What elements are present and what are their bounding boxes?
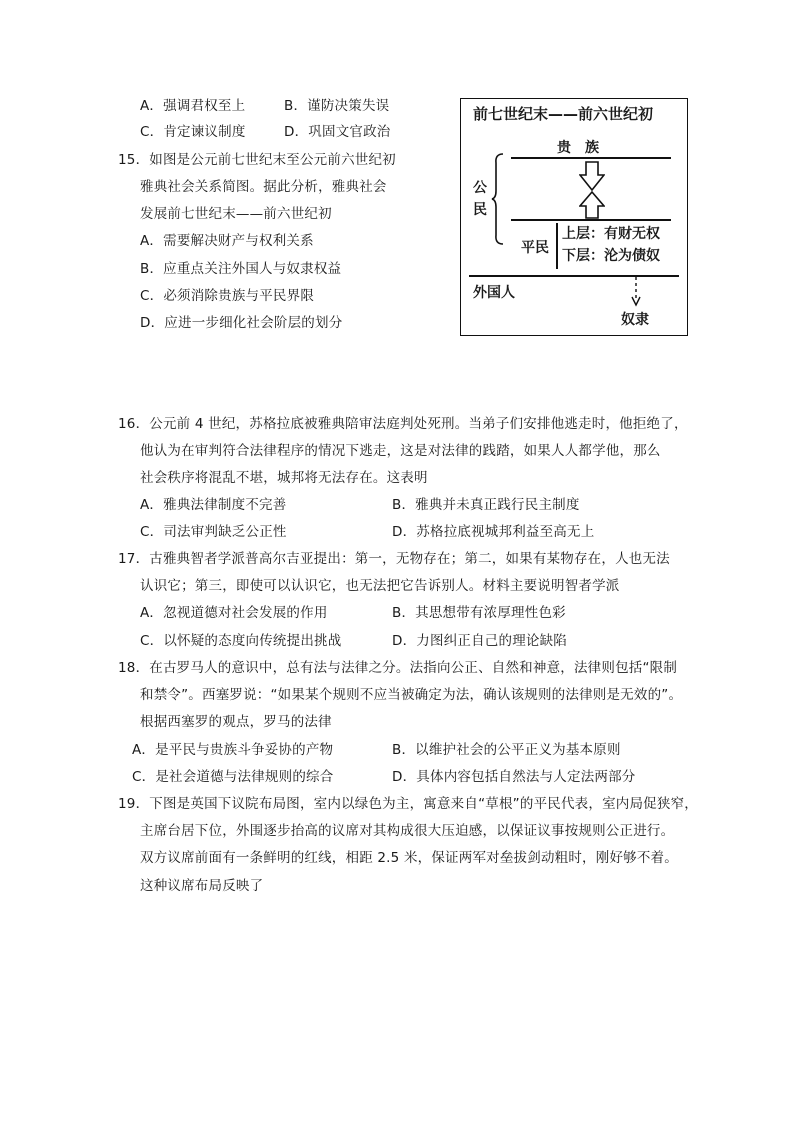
q16-option-b: B．雅典并未真正践行民主制度 <box>392 497 580 513</box>
nobles-line <box>511 157 671 159</box>
q15-stem-line-3: 发展前七世纪末——前六世纪初 <box>140 206 332 222</box>
athens-society-diagram <box>460 98 688 336</box>
q17-option-d: D．力图纠正自己的理论缺陷 <box>392 633 567 649</box>
diagram-slaves-label: 奴隶 <box>621 312 649 328</box>
q15-option-b: B．应重点关注外国人与奴隶权益 <box>140 261 342 277</box>
q14-option-d: D．巩固文官政治 <box>284 124 391 140</box>
diagram-commoners-label: 平民 <box>521 240 549 256</box>
q14-option-a: A．强调君权至上 <box>140 98 246 114</box>
q17-option-c: C．以怀疑的态度向传统提出挑战 <box>140 633 342 649</box>
q16-option-c: C．司法审判缺乏公正性 <box>140 524 287 540</box>
q19-stem-line-2: 主席台居下位，外围逐步抬高的议席对其构成很大压迫感，以保证议事按规则公正进行。 <box>140 823 675 839</box>
q18-option-a: A．是平民与贵族斗争妥协的产物 <box>132 742 334 758</box>
diagram-title: 前七世纪末——前六世纪初 <box>473 105 654 123</box>
commoners-divider <box>556 223 558 269</box>
q15-option-a: A．需要解决财产与权利关系 <box>140 233 314 249</box>
q18-option-b: B．以维护社会的公平正义为基本原则 <box>392 742 621 758</box>
q18-option-d: D．具体内容包括自然法与人定法两部分 <box>392 769 636 785</box>
diagram-lower-stratum: 下层：沦为债奴 <box>562 248 660 264</box>
q18-stem-line-3: 根据西塞罗的观点，罗马的法律 <box>140 714 332 730</box>
q19-stem-line-3: 双方议席前面有一条鲜明的红线，相距 2.5 米，保证两军对垒拔剑动粗时，刚好够不着。 <box>140 850 678 866</box>
q17-stem-line-1: 17．古雅典智者学派普高尔吉亚提出：第一，无物存在；第二，如果有某物存在，人也无法 <box>118 551 670 567</box>
q19-stem-line-1: 19．下图是英国下议院布局图，室内以绿色为主，寓意来自“草根”的平民代表，室内局促狭窄， <box>118 796 698 812</box>
q18-option-c: C．是社会道德与法律规则的综合 <box>132 769 334 785</box>
commoners-line <box>511 219 671 221</box>
q17-option-b: B．其思想带有浓厚理性色彩 <box>392 605 566 621</box>
down-arrow-icon <box>579 161 605 191</box>
q16-stem-line-1: 16．公元前 4 世纪，苏格拉底被雅典陪审法庭判处死刑。当弟子们安排他逃走时，他拒绝了， <box>118 416 688 432</box>
foreigners-line <box>469 275 679 277</box>
q14-option-c: C．肯定谏议制度 <box>140 124 246 140</box>
diagram-upper-stratum: 上层：有财无权 <box>562 226 660 242</box>
diagram-citizens-label: 公 民 <box>473 180 487 218</box>
q16-stem-line-2: 他认为在审判符合法律程序的情况下逃走，这是对法律的践踏，如果人人都学他，那么 <box>140 443 661 459</box>
q14-option-b: B．谨防决策失误 <box>284 98 390 114</box>
citizens-brace <box>491 153 505 245</box>
q16-option-d: D．苏格拉底视城邦利益至高无上 <box>392 524 595 540</box>
q16-option-a: A．雅典法律制度不完善 <box>140 497 287 513</box>
q18-stem-line-1: 18．在古罗马人的意识中，总有法与法律之分。法指向公正、自然和神意，法律则包括“限制 <box>118 660 678 676</box>
diagram-foreigners-label: 外国人 <box>473 285 515 301</box>
dashed-arrow-icon <box>629 277 643 307</box>
q15-stem-line-1: 15．如图是公元前七世纪末至公元前六世纪初 <box>118 152 396 168</box>
q17-stem-line-2: 认识它；第三，即使可以认识它，也无法把它告诉别人。材料主要说明智者学派 <box>140 578 620 594</box>
q19-stem-line-4: 这种议席布局反映了 <box>140 878 264 894</box>
q16-stem-line-3: 社会秩序将混乱不堪，城邦将无法存在。这表明 <box>140 470 428 486</box>
q15-option-d: D．应进一步细化社会阶层的划分 <box>140 315 343 331</box>
q18-stem-line-2: 和禁令”。西塞罗说：“如果某个规则不应当被确定为法，确认该规则的法律则是无效的”。 <box>140 687 683 703</box>
q17-option-a: A．忽视道德对社会发展的作用 <box>140 605 328 621</box>
up-arrow-icon <box>579 191 605 219</box>
diagram-nobles-label: 贵 族 <box>557 140 599 156</box>
q15-option-c: C．必须消除贵族与平民界限 <box>140 288 315 304</box>
q15-stem-line-2: 雅典社会关系简图。据此分析，雅典社会 <box>140 179 387 195</box>
